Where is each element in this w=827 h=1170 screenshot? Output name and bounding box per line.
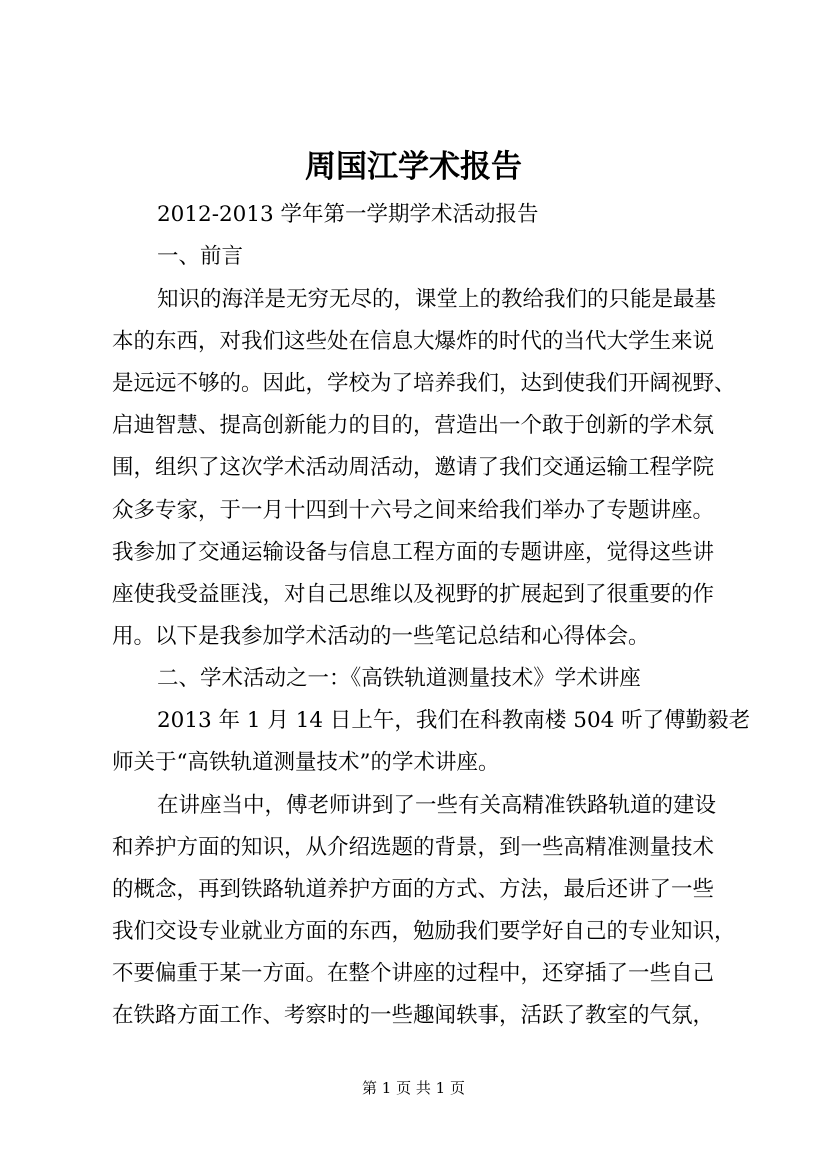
paragraph-line: 师关于“高铁轨道测量技术”的学术讲座。 [112,750,500,775]
document-title: 周国江学术报告 [305,149,522,185]
document-subtitle: 2012-2013 学年第一学期学术活动报告 [157,202,539,227]
paragraph-line: 围，组织了这次学术活动周活动，邀请了我们交通运输工程学院 [112,455,715,480]
paragraph-line: 我参加了交通运输设备与信息工程方面的专题讲座，觉得这些讲 [112,540,715,565]
paragraph-line: 不要偏重于某一方面。在整个讲座的过程中，还穿插了一些自己 [112,961,715,986]
paragraph-line: 和养护方面的知识，从介绍选题的背景，到一些高精准测量技术 [112,835,715,860]
page-number-footer: 第 1 页 共 1 页 [362,1079,465,1097]
paragraph-line: 本的东西，对我们这些处在信息大爆炸的时代的当代大学生来说 [112,329,715,354]
paragraph-line: 知识的海洋是无穷无尽的，课堂上的教给我们的只能是最基 [157,287,717,312]
section-heading-lecture: 二、学术活动之一：《高铁轨道测量技术》学术讲座 [157,666,641,691]
paragraph-line: 启迪智慧、提高创新能力的目的，营造出一个敢于创新的学术氛 [112,413,715,438]
paragraph-line: 是远远不够的。因此，学校为了培养我们，达到使我们开阔视野、 [112,371,736,396]
paragraph-line: 在讲座当中，傅老师讲到了一些有关高精准铁路轨道的建设 [157,793,717,818]
paragraph-line: 在铁路方面工作、考察时的一些趣闻轶事，活跃了教室的气氛， [112,1003,715,1028]
paragraph-line: 2013 年 1 月 14 日上午，我们在科教南楼 504 听了傅勤毅老 [157,708,751,733]
paragraph-line: 我们交设专业就业方面的东西，勉励我们要学好自己的专业知识， [112,919,736,944]
section-heading-preface: 一、前言 [157,244,244,269]
paragraph-line: 座使我受益匪浅，对自己思维以及视野的扩展起到了很重要的作 [112,582,715,607]
paragraph-line: 用。以下是我参加学术活动的一些笔记总结和心得体会。 [112,624,650,649]
paragraph-line: 众多专家，于一月十四到十六号之间来给我们举办了专题讲座。 [112,498,715,523]
paragraph-line: 的概念，再到铁路轨道养护方面的方式、方法，最后还讲了一些 [112,877,715,902]
